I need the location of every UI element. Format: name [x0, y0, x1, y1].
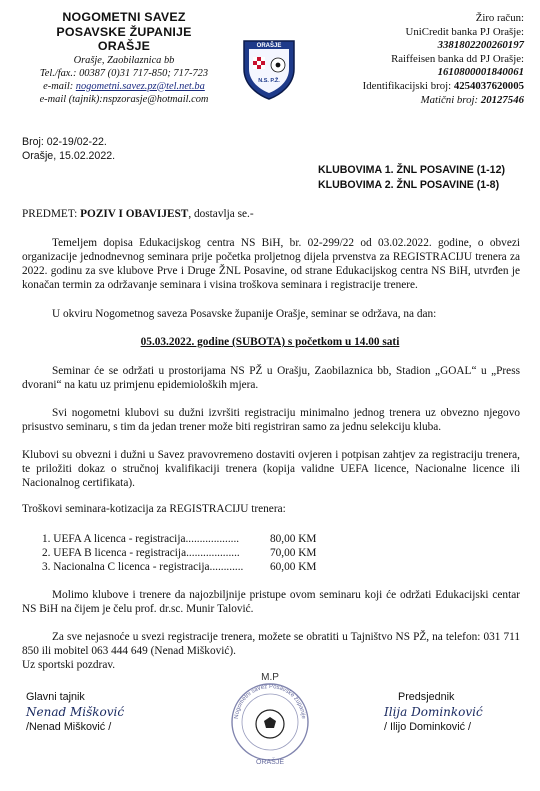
bank2-name: Raiffeisen banka dd PJ Orašje:: [391, 52, 524, 65]
paragraph-7: [22, 630, 520, 658]
fee-amount: 80,00 KM: [270, 533, 317, 545]
logo-text-top: ORAŠJE: [256, 43, 282, 49]
paragraph-3: [22, 364, 520, 392]
seminar-date: 05.03.2022. godine (SUBOTA) s početkom u 14.00 sati: [140, 336, 400, 348]
paragraph-2: [22, 307, 520, 321]
subject-label: PREDMET:: [22, 208, 81, 220]
org-email-line: [14, 80, 234, 93]
subject-rest: , dostavlja se.-: [188, 208, 254, 220]
fee-amount: 60,00 KM: [270, 561, 317, 573]
email-link[interactable]: nogometni.savez.pz@tel.net.ba: [75, 80, 205, 92]
stamp-mp-text: M.P: [261, 672, 279, 683]
fee-item: [42, 532, 340, 546]
subject-title: POZIV I OBAVIJEST: [80, 208, 189, 220]
org-name-line1: NOGOMETNI SAVEZ: [62, 10, 186, 24]
bank1-account: 3381802200260197: [437, 39, 524, 52]
signature-block-president: [384, 690, 483, 735]
bank-label: Žiro račun:: [475, 12, 524, 24]
fees-list: [42, 532, 340, 574]
official-stamp: [224, 668, 316, 768]
paragraph-6-text: Molimo klubove i trenere da najozbiljnije pristupe ovom seminaru koji će održati Edukacijski centar NS BiH na čijem je čelu prof. dr.sc. Munir Talović.: [22, 589, 520, 615]
paragraph-6: [22, 588, 520, 616]
fee-item: [42, 546, 340, 560]
email-label: e-mail:: [43, 80, 76, 92]
org-name-line3: ORAŠJE: [97, 39, 151, 53]
secretary-name: /Nenad Mišković /: [26, 721, 112, 733]
letterhead-right: [304, 12, 524, 107]
stamp-bottom-text: ORAŠJE: [255, 759, 285, 766]
id-number-line: [304, 80, 524, 94]
org-address: Orašje, Zaobilaznica bb: [73, 54, 175, 66]
president-name: / Ilijo Dominković /: [384, 721, 471, 733]
paragraph-1-text: Temeljem dopisa Edukacijskog centra NS BiH, br. 02-299/22 od 03.02.2022. godine, o obvezi organizacije jednodnevnog seminara prije početka proljetnog dijela prvenstva za REGISTRACIJU trenera za 2022. godinu za sve klubove Prve i Druge ŽNL Posavine, od strane Edukacijskog centra NS BiH, utvrđen je konačan termin za održavanje seminara i visina troškova seminara i registracije trenere.: [22, 237, 520, 291]
association-logo: [240, 35, 298, 101]
shield-logo-icon: [240, 35, 298, 101]
recipient-line1: KLUBOVIMA 1. ŽNL POSAVINE (1-12): [318, 164, 505, 176]
paragraph-1: [22, 236, 520, 292]
document-number: Broj: 02-19/02-22.: [22, 136, 107, 148]
secretary-title: Glavni tajnik: [26, 691, 85, 703]
id-label: Identifikacijski broj:: [362, 79, 454, 92]
bank1-name: UniCredit banka PJ Orašje:: [405, 25, 524, 38]
signature-block-secretary: [26, 690, 124, 735]
fee-item: [42, 560, 340, 574]
paragraph-4-text: Svi nogometni klubovi su dužni izvršiti registraciju minimalno jednog trenera uz obvezno njegovo prisustvo seminaru, s tim da jedan trener može biti registriran samo za jednu selekciju kluba.: [22, 407, 520, 433]
reg-number-line: [304, 94, 524, 108]
secretary-signature: Nenad Mišković: [26, 705, 125, 719]
stamp-ring-text: Nogometni savez Posavske županije: [233, 683, 307, 720]
paragraph-3-text: Seminar će se održati u prostorijama NS PŽ u Orašju, Zaobilaznica bb, Stadion „GOAL“ u „Press dvorani“ na katu uz primjenu epidemioloških mjera.: [22, 365, 520, 391]
org-phone: Tel./fax.: 00387 (0)31 717-850; 717-723: [39, 67, 209, 79]
fee-label: 2. UEFA B licenca - registracija...................: [42, 547, 240, 559]
paragraph-5: Klubovi su obvezni i dužni u Savez pravovremeno dostaviti ovjeren i potpisan zahtjev za registraciju trenera, te priložiti dokaz o stručnoj kvalifikaciji trenera (kopija validne UEFA licence, Nacionalne licence ili Nacionalnog certifikata).: [22, 449, 520, 489]
org-name-line2: POSAVSKE ŽUPANIJE: [56, 24, 192, 39]
paragraph-7-text: Za sve nejasnoće u svezi registracije trenera, možete se obratiti u Tajništvo NS PŽ, na telefon: 031 711 850 ili mobitel 063 444 649 (Nenad Mišković).: [22, 631, 520, 657]
president-signature: Ilija Dominković: [384, 705, 483, 719]
id-number: 4254037620005: [453, 79, 524, 92]
bank2-account: 1610800001840061: [437, 66, 524, 79]
fee-label: 1. UEFA A licenca - registracija...................: [42, 533, 240, 545]
recipient-line2: KLUBOVIMA 2. ŽNL POSAVINE (1-8): [318, 179, 500, 191]
org-email2: e-mail (tajnik):nspzorasje@hotmail.com: [39, 93, 209, 105]
paragraph-2-text: U okviru Nogometnog saveza Posavske županije Orašje, seminar se održava, na dan:: [52, 308, 437, 320]
fee-label: 3. Nacionalna C licenca - registracija............: [42, 561, 244, 573]
stamp-seal-icon: [224, 668, 316, 768]
fee-amount: 70,00 KM: [270, 547, 317, 559]
reg-number: 20127546: [480, 93, 524, 106]
paragraph-4: [22, 406, 520, 434]
president-title: Predsjednik: [398, 691, 455, 703]
paragraph-8: Uz sportski pozdrav.: [22, 659, 116, 671]
fees-title: Troškovi seminara-kotizacija za REGISTRACIJU trenera:: [22, 503, 286, 515]
reg-label: Matični broj:: [420, 93, 481, 106]
logo-text-mid: N.S. P.Ž.: [258, 78, 280, 84]
subject-line: [22, 208, 254, 220]
document-date: Orašje, 15.02.2022.: [22, 150, 116, 162]
recipients: [318, 163, 505, 193]
letterhead-left: [14, 10, 234, 106]
document-meta: [22, 135, 115, 163]
